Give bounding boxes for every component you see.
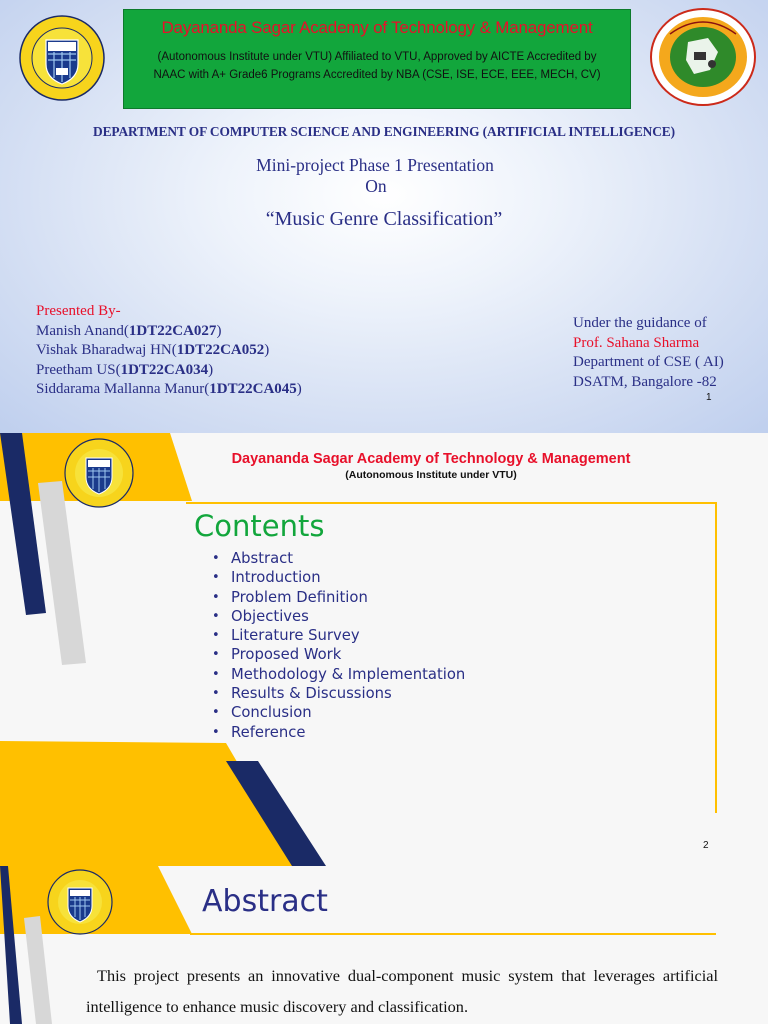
list-item: • Problem Definition — [210, 588, 465, 607]
list-item: • Introduction — [210, 568, 465, 587]
list-item: • Proposed Work — [210, 645, 465, 664]
guide-name: Prof. Sahana Sharma — [573, 334, 700, 351]
dsatm-crest-logo — [18, 14, 106, 102]
contents-heading: Contents — [194, 509, 325, 543]
student-line: Siddarama Mallanna Manur(1DT22CA045) — [36, 381, 302, 398]
presented-by-label: Presented By- — [36, 303, 121, 319]
list-item: • Reference — [210, 723, 465, 742]
autonomous-label: (Autonomous Institute under VTU) — [345, 469, 517, 481]
guidance-block — [573, 314, 724, 392]
presentation-subtitle: Mini-project Phase 1 Presentation — [256, 155, 494, 175]
dsatm-crest-logo — [40, 868, 120, 936]
slide-2-contents — [0, 433, 768, 866]
guide-location: DSATM, Bangalore -82 — [573, 373, 717, 390]
on-label: On — [365, 176, 387, 196]
affiliation-text: (Autonomous Institute under VTU) Affiliated to VTU, Approved by AICTE Accredited by NAAC with A+ Grade6 Programs Accredited by NBA (CSE, ISE, ECE, EEE, MECH, CV) — [153, 51, 601, 81]
department-title: DEPARTMENT OF COMPUTER SCIENCE AND ENGINEERING (ARTIFICIAL INTELLIGENCE) — [93, 124, 675, 139]
list-item: • Methodology & Implementation — [210, 665, 465, 684]
institute-banner — [123, 9, 631, 109]
institute-name: Dayananda Sagar Academy of Technology & Management — [231, 451, 631, 467]
project-title: “Music Genre Classification” — [265, 208, 503, 230]
page-number: 2 — [703, 840, 709, 851]
presenters-block — [36, 302, 302, 400]
student-line: Vishak Bharadwaj HN(1DT22CA052) — [36, 342, 270, 359]
guide-department: Department of CSE ( AI) — [573, 354, 724, 371]
list-item: • Abstract — [210, 549, 465, 568]
dsatm-crest-logo — [60, 437, 138, 509]
abstract-paragraph: This project presents an innovative dual-component music system that leverages artificial intelligence to enhance music discovery and classification. — [86, 966, 718, 1016]
list-item: • Objectives — [210, 607, 465, 626]
list-item: • Results & Discussions — [210, 684, 465, 703]
institute-name: Dayananda Sagar Academy of Technology & Management — [161, 18, 593, 37]
page-number: 1 — [706, 392, 712, 403]
list-item: • Conclusion — [210, 703, 465, 722]
student-line: Manish Anand(1DT22CA027) — [36, 322, 222, 339]
slide-3-abstract — [0, 866, 768, 1024]
guidance-label: Under the guidance of — [573, 315, 707, 331]
vtu-seal-logo — [650, 8, 756, 106]
list-item: • Literature Survey — [210, 626, 465, 645]
abstract-heading: Abstract — [202, 884, 328, 919]
slide-1-title — [0, 0, 768, 433]
contents-list — [210, 549, 465, 742]
student-line: Preetham US(1DT22CA034) — [36, 361, 214, 378]
